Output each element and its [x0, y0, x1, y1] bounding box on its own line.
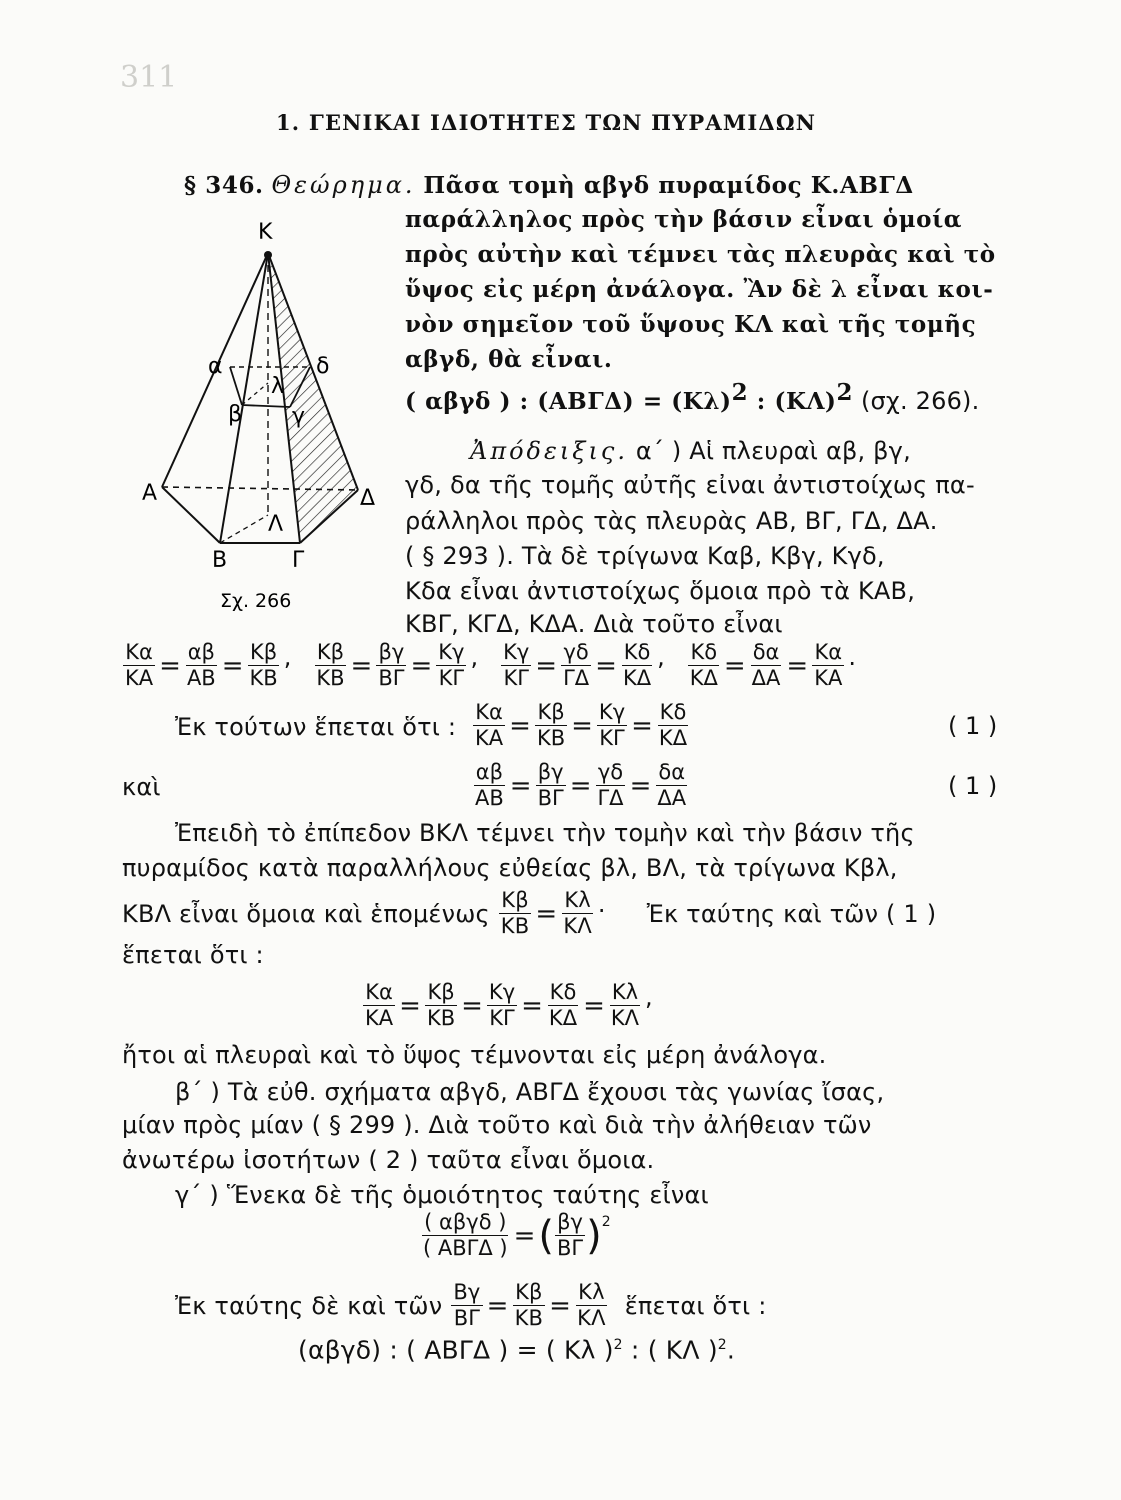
separator: ,: [283, 643, 292, 671]
numerator: Κδ: [623, 640, 651, 664]
fraction: [688, 640, 720, 691]
numerator: Κα: [365, 980, 393, 1004]
separator: .: [848, 643, 856, 671]
label-D: Δ: [360, 486, 376, 511]
sup: 2: [731, 379, 749, 406]
numerator: Κγ: [488, 980, 516, 1004]
label-g: γ: [292, 404, 306, 429]
final-part-3: .: [726, 1335, 736, 1365]
fraction: [535, 700, 567, 751]
denominator: ΚΔ: [658, 726, 688, 750]
numerator: Κγ: [438, 640, 465, 664]
denominator: ΚΔ: [548, 1006, 578, 1030]
fraction: [248, 640, 280, 691]
pyramid-figure: [130, 215, 390, 615]
gamma-text-2: ἕπεται ὅτι :: [624, 1291, 767, 1320]
denominator: ΒΓ: [378, 666, 405, 690]
inline-ratio-2: [450, 1280, 608, 1331]
proof-line-3: ράλληλοι πρὸς τὰς πλευρὰς ΑΒ, ΒΓ, ΓΔ, ΔΑ.: [405, 507, 938, 535]
denominator: ΑΒ: [475, 786, 504, 810]
apex-dot: [264, 251, 272, 259]
theorem-label: Θεώρημα.: [271, 171, 416, 199]
denominator: ΑΒ: [186, 666, 216, 690]
numerator: Κα: [475, 700, 503, 724]
fraction: [376, 640, 406, 691]
ratio-row-3: [472, 760, 689, 811]
denominator: ΚΛ: [577, 1306, 606, 1330]
sup: 2: [613, 1337, 623, 1353]
numerator: Κβ: [501, 888, 529, 912]
formula-part-1: ( αβγδ ) : (ΑΒΓΔ) = (Κλ): [405, 388, 732, 415]
gamma-text: Ἐκ ταύτης δὲ καὶ τῶν: [175, 1291, 443, 1320]
theorem-line-1: [184, 170, 914, 201]
sup: 2: [836, 379, 854, 406]
denominator: ΒΓ: [537, 786, 564, 810]
theorem-text-5: νὸν σημεῖον τοῦ ὕψους ΚΛ καὶ τῆς τομῆς: [405, 311, 977, 338]
gamma-line-2: [175, 1280, 767, 1331]
label-K: Κ: [258, 220, 273, 245]
numerator: βγ: [537, 760, 564, 784]
numerator: γδ: [597, 760, 624, 784]
fraction: [597, 700, 627, 751]
denominator: ΔΑ: [751, 666, 781, 690]
equals-sign: =: [399, 990, 421, 1021]
gamma-line-1: γ΄ ) Ἕνεκα δὲ τῆς ὁμοιότητος ταύτης εἶναι: [175, 1181, 709, 1209]
proof-line-6: ΚΒΓ, ΚΓΔ, ΚΔΑ. Διὰ τοῦτο εἶναι: [405, 610, 783, 638]
beta-line-3: ἀνωτέρω ἰσοτήτων ( 2 ) ταῦτα εἶναι ὅμοια.: [122, 1146, 655, 1174]
ratio-row-2: [472, 700, 690, 751]
right-paren: ): [586, 1212, 602, 1259]
proof-line-5: Κδα εἶναι ἀντιστοίχως ὅμοια πρὸ τὰ ΚΑΒ,: [405, 577, 916, 605]
denominator: ΔΑ: [657, 786, 687, 810]
sup: 2: [717, 1337, 727, 1353]
section-ab: [230, 367, 242, 405]
theorem-text-3: πρὸς αὐτὴν καὶ τέμνει τὰς πλευρὰς καὶ τὸ: [405, 241, 996, 268]
theorem-text-4: ὕψος εἰς μέρη ἀνάλογα. Ἂν δὲ λ εἶναι κοι-: [405, 276, 994, 303]
denominator: ΚΒ: [249, 666, 278, 690]
numerator: γδ: [563, 640, 589, 664]
equals-sign: =: [569, 770, 592, 801]
numerator: Κβ: [515, 1280, 543, 1304]
fraction: [575, 1280, 608, 1331]
numerator: βγ: [557, 1210, 583, 1234]
similarity-ratio: [420, 1210, 611, 1261]
denominator: ΓΔ: [597, 786, 624, 810]
numerator: Κβ: [537, 700, 565, 724]
equation-number-2: ( 1 ): [948, 772, 998, 800]
fraction: [473, 700, 505, 751]
fraction: [499, 888, 532, 939]
numerator: Κδ: [659, 700, 687, 724]
final-formula: [298, 1330, 735, 1365]
fraction: [501, 640, 531, 691]
theorem-formula: [405, 378, 979, 417]
numerator: Κγ: [598, 700, 626, 724]
proof-text: α΄ ) Αἱ πλευραὶ αβ, βγ,: [628, 437, 911, 465]
separator: ,: [657, 643, 665, 671]
kai-label: καὶ: [122, 773, 161, 801]
ratio-row-4: [362, 980, 656, 1031]
numerator: βγ: [378, 640, 405, 664]
para2-text: ΚΒΛ εἶναι ὅμοια καὶ ἑπομένως: [122, 899, 490, 928]
fraction: [123, 640, 155, 691]
section-bg: [242, 405, 290, 407]
label-a: α: [208, 354, 223, 379]
para3-line: ἤτοι αἱ πλευραὶ καὶ τὸ ὕψος τέμνονται εἰς μέρη ἀνάλογα.: [122, 1041, 827, 1069]
equals-sign: =: [486, 1290, 509, 1321]
ratio-row-1: [122, 640, 856, 691]
theorem-text-2: παράλληλος πρὸς τὴν βάσιν εἶναι ὁμοία: [405, 206, 963, 233]
numerator: Κβ: [316, 640, 345, 664]
exponent: 2: [601, 1214, 611, 1230]
fraction: [473, 760, 506, 811]
denominator: ΒΓ: [453, 1306, 481, 1330]
denominator: ΚΔ: [622, 666, 652, 690]
fraction: [812, 640, 844, 691]
theorem-text-6: αβγδ, θὰ εἶναι.: [405, 346, 613, 373]
fraction: [436, 640, 466, 691]
fraction: [425, 980, 457, 1031]
equals-sign: =: [509, 770, 532, 801]
numerator: Κα: [814, 640, 843, 664]
separator: ,: [470, 643, 479, 671]
fraction: [363, 980, 395, 1031]
denominator: ΚΒ: [316, 666, 345, 690]
equals-sign: =: [629, 770, 652, 801]
label-l: λ: [271, 374, 285, 399]
para2-line-4: ἕπεται ὅτι :: [122, 941, 264, 969]
numerator: Κλ: [578, 1280, 605, 1304]
formula-ref: (σχ. 266).: [853, 387, 980, 415]
denominator: ΚΒ: [514, 1306, 544, 1330]
proof-label: Ἀπόδειξις.: [470, 437, 628, 465]
equals-sign: =: [159, 650, 181, 681]
denominator: ΓΔ: [563, 666, 590, 690]
numerator: αβ: [187, 640, 215, 664]
equals-sign: =: [571, 710, 593, 741]
fraction: [513, 1280, 546, 1331]
label-B: Β: [212, 548, 228, 573]
numerator: Κβ: [427, 980, 455, 1004]
equals-sign: =: [513, 1220, 536, 1251]
label-G: Γ: [292, 548, 305, 573]
equals-sign: =: [509, 710, 531, 741]
equation-number-1: ( 1 ): [948, 712, 998, 740]
denominator: ( ΑΒΓΔ ): [423, 1236, 508, 1260]
fraction: [561, 640, 591, 691]
numerator: δα: [658, 760, 686, 784]
denominator: ΚΑ: [365, 1006, 394, 1030]
numerator: ( αβγδ ): [424, 1210, 507, 1234]
page-number-bleed: 311: [120, 60, 178, 95]
fraction: [487, 980, 517, 1031]
fraction: [609, 980, 641, 1031]
equals-sign: =: [631, 710, 653, 741]
para2-line-3: [122, 888, 936, 939]
numerator: Κβ: [250, 640, 278, 664]
numerator: Κλ: [611, 980, 639, 1004]
beta-line-1: β΄ ) Τὰ εὐθ. σχήματα αβγδ, ΑΒΓΔ ἔχουσι τὰς γωνίας ἴσας,: [175, 1078, 885, 1106]
inline-ratio-1: [498, 888, 609, 939]
denominator: ΚΛ: [610, 1006, 639, 1030]
segment-BL: [220, 515, 268, 543]
denominator: ΚΓ: [599, 726, 625, 750]
denominator: ΒΓ: [556, 1236, 584, 1260]
fraction: [547, 980, 579, 1031]
edge-AB: [162, 487, 220, 543]
equals-sign: =: [350, 650, 373, 681]
equals-sign: =: [549, 1290, 572, 1321]
denominator: ΚΓ: [503, 666, 529, 690]
fraction: [561, 888, 594, 939]
fraction: [595, 760, 625, 811]
edge-KB: [220, 253, 268, 543]
fraction: [451, 1280, 482, 1331]
equals-sign: =: [583, 990, 605, 1021]
equals-sign: =: [535, 650, 558, 681]
final-part-1: (αβγδ) : ( ΑΒΓΔ ) = ( Κλ ): [298, 1335, 614, 1365]
equals-sign: =: [595, 650, 617, 681]
left-paren: (: [538, 1212, 554, 1259]
equals-sign: =: [535, 898, 558, 929]
fraction: [185, 640, 218, 691]
fraction: [421, 1210, 510, 1261]
equals-sign: =: [723, 650, 746, 681]
numerator: αβ: [475, 760, 504, 784]
section-heading: 1. ΓΕΝΙΚΑΙ ΙΔΙΟΤΗΤΕΣ ΤΩΝ ΠΥΡΑΜΙΔΩΝ: [276, 110, 817, 135]
equals-sign: =: [410, 650, 433, 681]
equals-sign: =: [461, 990, 483, 1021]
label-b: β: [228, 402, 243, 427]
fraction: [314, 640, 346, 691]
beta-line-2: μίαν πρὸς μίαν ( § 299 ). Διὰ τοῦτο καὶ διὰ τὴν ἀλήθειαν τῶν: [122, 1111, 872, 1139]
denominator: ΚΓ: [489, 1006, 515, 1030]
proof-line-1: [470, 436, 911, 466]
fraction: [750, 640, 783, 691]
fraction: [621, 640, 653, 691]
para2-line-2: πυραμίδος κατὰ παραλλήλους εὐθείας βλ, ΒΛ, τὰ τρίγωνα Κβλ,: [122, 854, 898, 882]
numerator: Βγ: [453, 1280, 481, 1304]
numerator: Κα: [125, 640, 153, 664]
para2-text-2: Ἐκ ταύτης καὶ τῶν ( 1 ): [646, 899, 937, 928]
separator: .: [597, 890, 606, 918]
denominator: ΚΑ: [125, 666, 154, 690]
denominator: ΚΒ: [500, 914, 530, 938]
fraction: [655, 760, 688, 811]
numerator: Κγ: [503, 640, 530, 664]
equals-sign: =: [521, 990, 543, 1021]
denominator: ΚΑ: [814, 666, 843, 690]
formula-part-2: : (ΚΛ): [748, 388, 837, 415]
para2-line-1: Ἐπειδὴ τὸ ἐπίπεδον ΒΚΛ τέμνει τὴν τομὴν καὶ τὴν βάσιν τῆς: [175, 819, 915, 847]
denominator: ΚΔ: [689, 666, 718, 690]
label-d: δ: [316, 354, 330, 379]
numerator: δα: [752, 640, 780, 664]
proof-line-2: γδ, δα τῆς τομῆς αὐτῆς εἰναι ἀντιστοίχως πα-: [405, 471, 975, 499]
denominator: ΚΒ: [426, 1006, 456, 1030]
numerator: Κδ: [690, 640, 718, 664]
separator: ,: [645, 983, 653, 1011]
ek-toutwn-label: Ἐκ τούτων ἕπεται ὅτι :: [175, 713, 457, 741]
equals-sign: =: [221, 650, 244, 681]
proof-line-4: ( § 293 ). Τὰ δὲ τρίγωνα Καβ, Κβγ, Κγδ,: [405, 542, 885, 570]
final-part-2: : ( ΚΛ ): [622, 1335, 718, 1365]
numerator: Κδ: [549, 980, 577, 1004]
denominator: ΚΛ: [563, 914, 592, 938]
denominator: ΚΓ: [438, 666, 465, 690]
fraction: [657, 700, 689, 751]
denominator: ΚΒ: [536, 726, 566, 750]
fraction: [555, 1210, 585, 1261]
equals-sign: =: [786, 650, 809, 681]
figure-caption: Σχ. 266: [220, 590, 292, 612]
denominator: ΚΑ: [475, 726, 504, 750]
label-L: Λ: [268, 512, 284, 537]
label-A: Α: [142, 481, 158, 506]
numerator: Κλ: [564, 888, 591, 912]
theorem-text-1: Πᾶσα τομὴ αβγδ πυραμίδος Κ.ΑΒΓΔ: [423, 172, 914, 199]
section-number: § 346.: [184, 172, 264, 199]
fraction: [536, 760, 566, 811]
